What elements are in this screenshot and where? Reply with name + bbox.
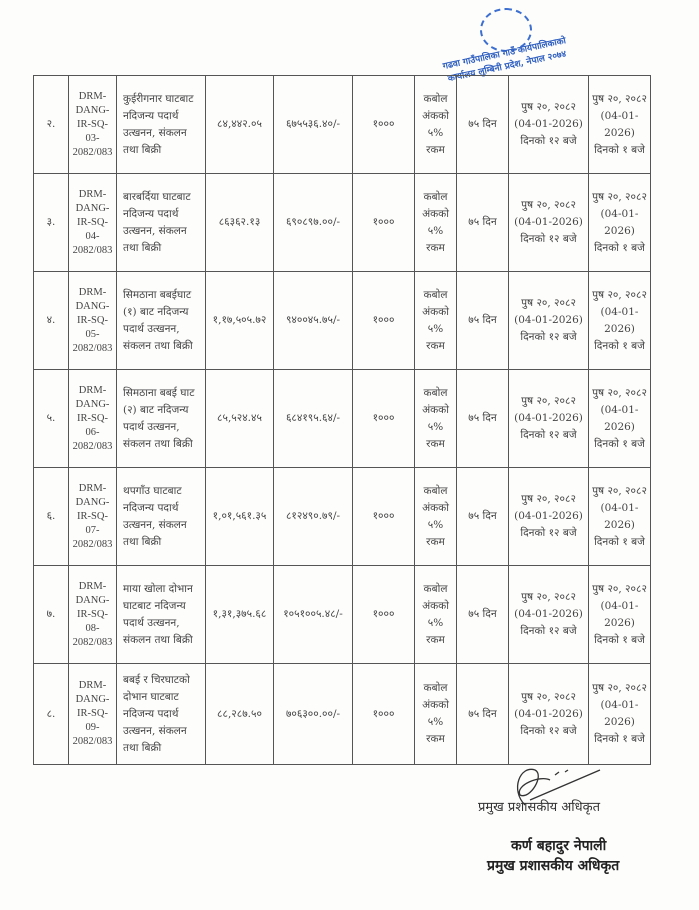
serial-cell: ८. [34,664,69,765]
fee-cell: १००० [353,468,415,566]
duration-cell: ७५ दिन [457,566,509,664]
fee-cell: १००० [353,174,415,272]
closing-date-cell: पुष २०, २०८२ (04-01-2026) दिनको १ बजे [589,272,651,370]
deposit-cell: कबोल अंकको ५% रकम [415,664,457,765]
signatory-name: कर्ण बहादुर नेपाली [511,838,607,854]
closing-date-cell: पुष २०, २०८२ (04-01-2026) दिनको १ बजे [589,664,651,765]
deposit-cell: कबोल अंकको ५% रकम [415,76,457,174]
total-cell: ७०६३००.००/- [274,664,353,765]
duration-cell: ७५ दिन [457,272,509,370]
reference-cell: DRM-DANG-IR-SQ-06-2082/083 [69,370,117,468]
table-row [34,272,651,370]
reference-cell: DRM-DANG-IR-SQ-07-2082/083 [69,468,117,566]
total-cell: ६८४१९५.६४/- [274,370,353,468]
closing-date-cell: पुष २०, २०८२ (04-01-2026) दिनको १ बजे [589,370,651,468]
closing-date-cell: पुष २०, २०८२ (04-01-2026) दिनको १ बजे [589,566,651,664]
deposit-cell: कबोल अंकको ५% रकम [415,272,457,370]
total-cell: ६७५५३६.४०/- [274,76,353,174]
duration-cell: ७५ दिन [457,76,509,174]
duration-cell: ७५ दिन [457,664,509,765]
opening-date-cell: पुष २०, २०८२ (04-01-2026) दिनको १२ बजे [509,76,589,174]
duration-cell: ७५ दिन [457,370,509,468]
serial-cell: ३. [34,174,69,272]
fee-cell: १००० [353,566,415,664]
amount-cell: १,१७,५०५.७२ [206,272,274,370]
table-row [34,566,651,664]
duration-cell: ७५ दिन [457,174,509,272]
deposit-cell: कबोल अंकको ५% रकम [415,370,457,468]
total-cell: १०५१००५.४८/- [274,566,353,664]
table-row [34,174,651,272]
table-row [34,76,651,174]
fee-cell: १००० [353,664,415,765]
closing-date-cell: पुष २०, २०८२ (04-01-2026) दिनको १ बजे [589,174,651,272]
table-row [34,468,651,566]
opening-date-cell: पुष २०, २०८२ (04-01-2026) दिनको १२ बजे [509,370,589,468]
total-cell: ६९०८९७.००/- [274,174,353,272]
stamp-text: गढवा गाउँपालिका गाउँ कार्यपालिकाको कार्यालय लुम्बिनी प्रदेश, नेपाल २०७४ [442,36,568,85]
duration-cell: ७५ दिन [457,468,509,566]
fee-cell: १००० [353,76,415,174]
amount-cell: १,०१,५६१.३५ [206,468,274,566]
description-cell: थपगाँउ घाटबाट नदिजन्य पदार्थ उत्खनन, संकलन तथा बिक्री [117,468,206,566]
description-cell: बारबर्दिया घाटबाट नदिजन्य पदार्थ उत्खनन, संकलन तथा बिक्री [117,174,206,272]
description-cell: सिमठाना बबई घाट (२) बाट नदिजन्य पदार्थ उत्खनन, संकलन तथा बिक्री [117,370,206,468]
fee-cell: १००० [353,272,415,370]
opening-date-cell: पुष २०, २०८२ (04-01-2026) दिनको १२ बजे [509,272,589,370]
signatory-stamp-title: प्रमुख प्रशासकीय अधिकृत [487,858,620,874]
opening-date-cell: पुष २०, २०८२ (04-01-2026) दिनको १२ बजे [509,566,589,664]
serial-cell: ७. [34,566,69,664]
deposit-cell: कबोल अंकको ५% रकम [415,174,457,272]
closing-date-cell: पुष २०, २०८२ (04-01-2026) दिनको १ बजे [589,468,651,566]
description-cell: बबई र चिरघाटको दोभान घाटबाट नदिजन्य पदार्थ उत्खनन, संकलन तथा बिक्री [117,664,206,765]
description-cell: कुईरीगनार घाटबाट नदिजन्य पदार्थ उत्खनन, संकलन तथा बिक्री [117,76,206,174]
opening-date-cell: पुष २०, २०८२ (04-01-2026) दिनको १२ बजे [509,174,589,272]
table-row [34,664,651,765]
reference-cell: DRM-DANG-IR-SQ-04-2082/083 [69,174,117,272]
reference-cell: DRM-DANG-IR-SQ-03-2082/083 [69,76,117,174]
amount-cell: ८५,५२४.४५ [206,370,274,468]
amount-cell: ८४,४४२.०५ [206,76,274,174]
description-cell: माया खोला दोभान घाटबाट नदिजन्य पदार्थ उत्खनन, संकलन तथा बिक्री [117,566,206,664]
amount-cell: १,३१,३७५.६८ [206,566,274,664]
fee-cell: १००० [353,370,415,468]
opening-date-cell: पुष २०, २०८२ (04-01-2026) दिनको १२ बजे [509,468,589,566]
serial-cell: २. [34,76,69,174]
opening-date-cell: पुष २०, २०८२ (04-01-2026) दिनको १२ बजे [509,664,589,765]
reference-cell: DRM-DANG-IR-SQ-05-2082/083 [69,272,117,370]
serial-cell: ४. [34,272,69,370]
tender-table [33,75,651,765]
signatory-title: प्रमुख प्रशासकीय अधिकृत [478,800,601,815]
closing-date-cell: पुष २०, २०८२ (04-01-2026) दिनको १ बजे [589,76,651,174]
table-row [34,370,651,468]
amount-cell: ८६३६२.१३ [206,174,274,272]
reference-cell: DRM-DANG-IR-SQ-09-2082/083 [69,664,117,765]
serial-cell: ५. [34,370,69,468]
total-cell: ९४००४५.७५/- [274,272,353,370]
office-seal-stamp [438,6,573,85]
serial-cell: ६. [34,468,69,566]
amount-cell: ८८,२८७.५० [206,664,274,765]
total-cell: ८१२४९०.७९/- [274,468,353,566]
deposit-cell: कबोल अंकको ५% रकम [415,566,457,664]
reference-cell: DRM-DANG-IR-SQ-08-2082/083 [69,566,117,664]
description-cell: सिमठाना बबईघाट (१) बाट नदिजन्य पदार्थ उत्खनन, संकलन तथा बिक्री [117,272,206,370]
deposit-cell: कबोल अंकको ५% रकम [415,468,457,566]
